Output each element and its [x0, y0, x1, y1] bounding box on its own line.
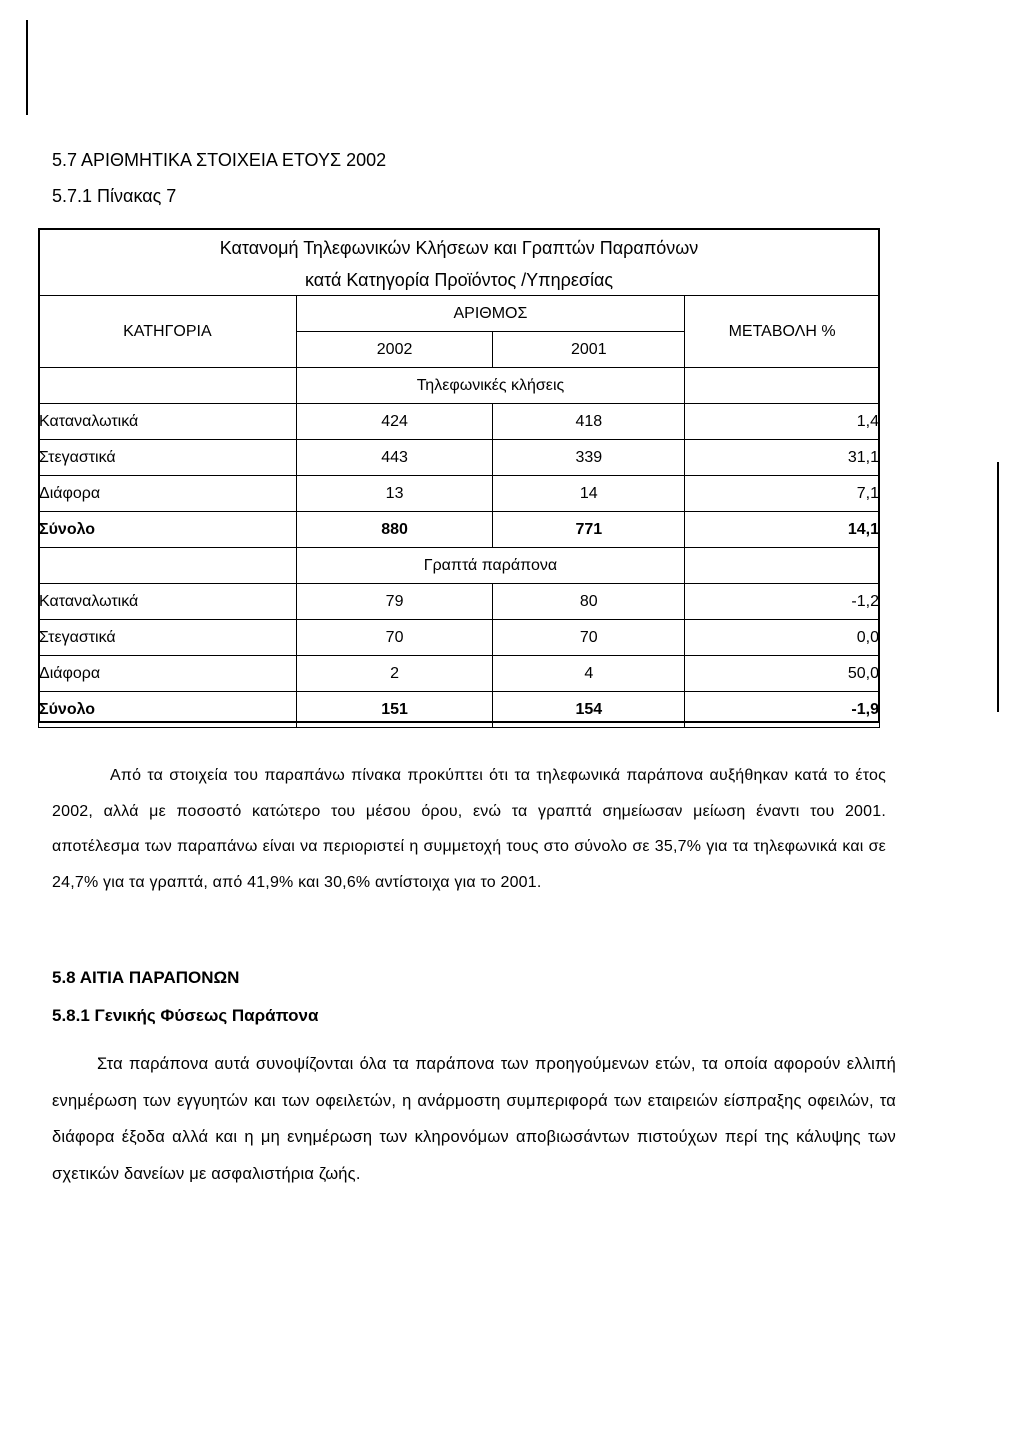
value-2002: 151: [296, 692, 493, 728]
table-row: [39, 404, 880, 440]
row-category: Καταναλωτικά: [39, 404, 297, 440]
table-row: [39, 476, 880, 512]
subsection-heading: 5.7.1 Πίνακας 7: [52, 186, 177, 206]
value-2001: 4: [493, 656, 685, 692]
section-written-label: Γραπτά παράπονα: [296, 548, 684, 584]
row-category: Στεγαστικά: [39, 620, 297, 656]
header-row-1: [39, 296, 880, 332]
value-2002: 70: [296, 620, 493, 656]
value-change: -1,9: [685, 692, 880, 728]
value-2002: 2: [296, 656, 493, 692]
value-2001: 771: [493, 512, 685, 548]
section-row-written: [39, 548, 880, 584]
statistics-table: [38, 295, 880, 728]
header-number: ΑΡΙΘΜΟΣ: [296, 296, 684, 332]
value-change: 50,0: [685, 656, 880, 692]
value-change: 14,1: [685, 512, 880, 548]
value-2002: 424: [296, 404, 493, 440]
header-year-2002: 2002: [296, 332, 493, 368]
value-2002: 880: [296, 512, 493, 548]
row-category: Σύνολο: [39, 512, 297, 548]
value-change: 31,1: [685, 440, 880, 476]
page-edge-line: [26, 20, 28, 115]
row-category: Σύνολο: [39, 692, 297, 728]
value-2001: 418: [493, 404, 685, 440]
value-2001: 339: [493, 440, 685, 476]
row-category: Καταναλωτικά: [39, 584, 297, 620]
value-change: 7,1: [685, 476, 880, 512]
section-heading-causes: 5.8 ΑΙΤΙΑ ΠΑΡΑΠΟΝΩΝ: [52, 968, 240, 987]
value-change: 1,4: [685, 404, 880, 440]
table-row: [39, 440, 880, 476]
header-year-2001: 2001: [493, 332, 685, 368]
value-2001: 80: [493, 584, 685, 620]
value-2002: 443: [296, 440, 493, 476]
table-row: [39, 620, 880, 656]
table-caption-line2: κατά Κατηγορία Προϊόντος /Υπηρεσίας: [304, 270, 614, 290]
value-2001: 154: [493, 692, 685, 728]
value-2001: 14: [493, 476, 685, 512]
total-row: [39, 512, 880, 548]
total-row: [39, 692, 880, 728]
header-change: ΜΕΤΑΒΟΛΗ %: [685, 296, 880, 368]
value-2001: 70: [493, 620, 685, 656]
section-calls-label: Τηλεφωνικές κλήσεις: [296, 368, 684, 404]
value-2002: 13: [296, 476, 493, 512]
page-edge-line-right: [997, 462, 999, 712]
general-complaints-paragraph: Στα παράπονα αυτά συνοψίζονται όλα τα παράπονα των προηγούμενων ετών, τα οποία αφορούν ελλιπή ενημέρωση των εγγυητών και των οφειλετών, η ανάρμοστη συμπεριφορά των εταιρειών είσπραξης οφειλών, τα διάφορα έξοδα αλλά και η μη ενημέρωση των κληρονόμων αποβιωσάντων πιστούχων περί της κάλυψης των σχετικών δανείων με ασφαλιστήρια ζωής.: [52, 1055, 896, 1183]
table-row: [39, 656, 880, 692]
value-2002: 79: [296, 584, 493, 620]
value-change: -1,2: [685, 584, 880, 620]
row-category: Στεγαστικά: [39, 440, 297, 476]
section-heading: 5.7 ΑΡΙΘΜΗΤΙΚΑ ΣΤΟΙΧΕΙΑ ΕΤΟΥΣ 2002: [52, 150, 387, 170]
header-category: ΚΑΤΗΓΟΡΙΑ: [39, 296, 297, 368]
row-category: Διάφορα: [39, 656, 297, 692]
row-category: Διάφορα: [39, 476, 297, 512]
table-caption-line1: Κατανομή Τηλεφωνικών Κλήσεων και Γραπτών Παραπόνων: [219, 238, 699, 258]
table-row: [39, 584, 880, 620]
value-change: 0,0: [685, 620, 880, 656]
analysis-paragraph: Από τα στοιχεία του παραπάνω πίνακα προκύπτει ότι τα τηλεφωνικά παράπονα αυξήθηκαν κατά το έτος 2002, αλλά με ποσοστό κατώτερο του μέσου όρου, ενώ τα γραπτά σημείωσαν μείωση έναντι του 2001. αποτέλεσμα των παραπάνω είναι να περιοριστεί η συμμετοχή τους στο σύνολο σε 35,7% για τα τηλεφωνικά και σε 24,7% για τα γραπτά, από 41,9% και 30,6% αντίστοιχα για το 2001.: [52, 767, 886, 891]
section-row-calls: [39, 368, 880, 404]
subsection-heading-general: 5.8.1 Γενικής Φύσεως Παράπονα: [52, 1006, 319, 1025]
